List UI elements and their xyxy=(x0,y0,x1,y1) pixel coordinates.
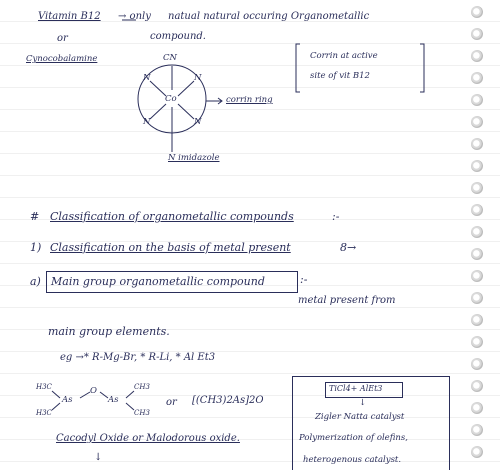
binder-hole xyxy=(471,94,483,106)
binder-hole xyxy=(471,424,483,436)
atom-n-tl: N xyxy=(143,73,151,83)
atom-n-tr: N xyxy=(194,73,202,83)
me-ch3-bot: CH3 xyxy=(134,409,150,417)
binder-hole xyxy=(471,160,483,172)
compound-text: compound. xyxy=(150,31,206,42)
section-hash: # xyxy=(30,210,40,223)
binder-hole xyxy=(471,50,483,62)
ziegler-line2: Polymerization of olefins, xyxy=(299,433,408,443)
bond-n-bl xyxy=(150,104,166,119)
corrin-note-line1: Corrin at active xyxy=(310,51,378,61)
cacodyl-arrow: ↓ xyxy=(94,452,103,463)
binder-hole xyxy=(471,72,483,84)
corrin-note-box xyxy=(300,44,418,92)
formula: [(CH3)2As]2O xyxy=(192,395,264,406)
line1-rest: natual natural occuring Organometallic xyxy=(168,11,370,22)
ziegler-formula: TiCl4+ AlEt3 xyxy=(329,384,383,393)
or-word: or xyxy=(166,397,177,408)
vitamin-b12: Vitamin B12 xyxy=(38,11,101,22)
cacodyl-oxide: Cacodyl Oxide or Malodorous oxide. xyxy=(56,433,240,444)
corrin-note-line2: site of vit B12 xyxy=(310,71,370,81)
bond-n-tl xyxy=(150,81,166,96)
binder-hole xyxy=(471,402,483,414)
bond-n-br xyxy=(178,104,194,119)
section-mark: :- xyxy=(332,210,340,223)
item1-num: 1) xyxy=(30,241,42,254)
itema-box xyxy=(46,271,298,293)
main-group-elements: main group elements. xyxy=(48,325,170,338)
metal-present-from: metal present from xyxy=(298,295,396,306)
atom-co: Co xyxy=(165,94,177,104)
binder-hole xyxy=(471,138,483,150)
binder-hole xyxy=(471,204,483,216)
or-line: or xyxy=(57,33,68,44)
examples: eg →* R-Mg-Br, * R-Li, * Al Et3 xyxy=(60,352,216,363)
me-as1: As xyxy=(62,395,73,405)
binder-holes xyxy=(466,0,490,469)
ziegler-line1: Zigler Natta catalyst xyxy=(315,412,405,422)
cyanocobalamine: Cynocobalamine xyxy=(26,54,98,64)
binder-hole xyxy=(471,292,483,304)
binder-hole xyxy=(471,28,483,40)
binder-hole xyxy=(471,270,483,282)
me-h3c-top: H3C xyxy=(36,383,52,391)
ziegler-arrow: ↓ xyxy=(359,398,367,408)
itema-num: a) xyxy=(30,275,41,288)
binder-hole xyxy=(471,336,483,348)
itema-mark: :- xyxy=(300,273,308,286)
binder-hole xyxy=(471,248,483,260)
ziegler-line3: heterogenous catalyst. xyxy=(303,455,402,465)
itema-text: Main group organometallic compound xyxy=(51,275,265,288)
binder-hole xyxy=(471,314,483,326)
me-h3c-bot: H3C xyxy=(36,409,52,417)
ziegler-box xyxy=(292,376,450,470)
item1-text: Classification on the basis of metal present xyxy=(50,241,291,254)
me-o: O xyxy=(90,386,97,396)
me-ch3-top: CH3 xyxy=(134,383,150,391)
corrin-ring-label: corrin ring xyxy=(226,95,273,105)
only-text: → only xyxy=(118,11,151,22)
binder-hole xyxy=(471,6,483,18)
ziegler-inner-box xyxy=(325,382,403,398)
atom-n-bl: N xyxy=(143,117,151,127)
me-as2: As xyxy=(108,395,119,405)
binder-hole xyxy=(471,226,483,238)
binder-hole xyxy=(471,116,483,128)
binder-hole xyxy=(471,182,483,194)
binder-hole xyxy=(471,358,483,370)
section-title: Classification of organometallic compounds xyxy=(50,210,294,223)
bracket-right xyxy=(420,44,424,92)
bond-n-tr xyxy=(178,81,194,96)
binder-hole xyxy=(471,380,483,392)
item1-mark: 8→ xyxy=(340,241,357,254)
atom-n-br: N xyxy=(194,117,202,127)
imidazole-label: N imidazole xyxy=(168,153,220,163)
cn-label: CN xyxy=(163,53,177,63)
binder-hole xyxy=(471,446,483,458)
